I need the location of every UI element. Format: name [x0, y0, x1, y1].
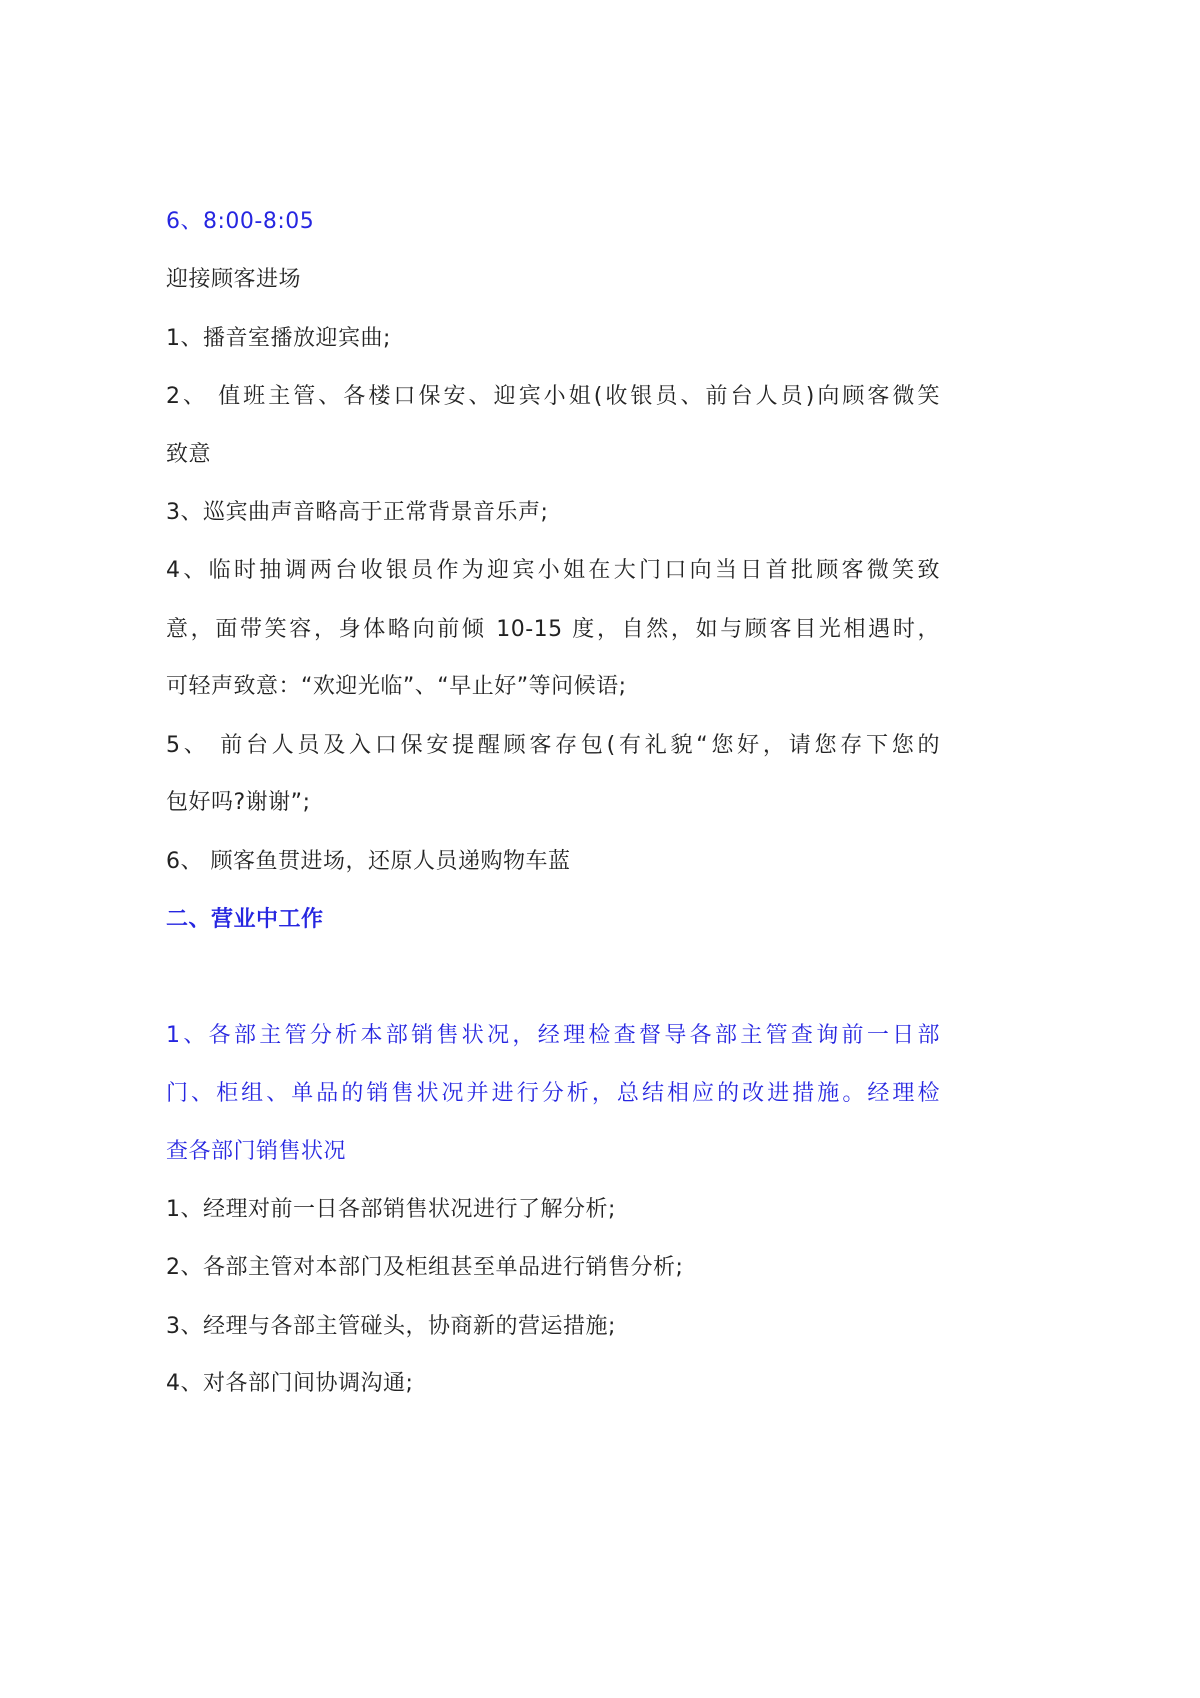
- list-item: 3、经理与各部主管碰头，协商新的营运措施;: [166, 1314, 616, 1339]
- list-item: 1、经理对前一日各部销售状况进行了解分析;: [166, 1197, 616, 1222]
- list-item-continuation: 可轻声致意：“欢迎光临”、“早止好”等问候语;: [166, 674, 627, 699]
- list-item: 1、播音室播放迎宾曲;: [166, 326, 391, 351]
- list-item: 5、 前台人员及入口保安提醒顾客存包(有礼貌“您好，请您存下您的: [166, 733, 940, 758]
- section-time-heading: 6、8:00-8:05: [166, 209, 315, 234]
- list-item: 3、巡宾曲声音略高于正常背景音乐声;: [166, 500, 549, 525]
- list-item: 4、临时抽调两台收银员作为迎宾小姐在大门口向当日首批顾客微笑致: [166, 558, 940, 583]
- paragraph: 迎接顾客进场: [166, 267, 302, 292]
- list-item-continuation: 意，面带笑容，身体略向前倾 10-15 度，自然，如与顾客目光相遇时，: [166, 617, 940, 642]
- subsection-heading: 1、各部主管分析本部销售状况，经理检查督导各部主管查询前一日部: [166, 1023, 940, 1048]
- list-item: 2、 值班主管、各楼口保安、迎宾小姐(收银员、前台人员)向顾客微笑: [166, 384, 940, 409]
- list-item: 4、对各部门间协调沟通;: [166, 1371, 414, 1396]
- subsection-heading-continuation: 门、柜组、单品的销售状况并进行分析，总结相应的改进措施。经理检: [166, 1081, 940, 1106]
- list-item-continuation: 包好吗?谢谢”;: [166, 790, 311, 815]
- list-item: 6、 顾客鱼贯进场，还原人员递购物车蓝: [166, 849, 571, 874]
- section-heading: 二、营业中工作: [166, 907, 324, 932]
- list-item-continuation: 致意: [166, 442, 212, 467]
- list-item: 2、各部主管对本部门及柜组甚至单品进行销售分析;: [166, 1255, 684, 1280]
- subsection-heading-continuation: 查各部门销售状况: [166, 1139, 347, 1164]
